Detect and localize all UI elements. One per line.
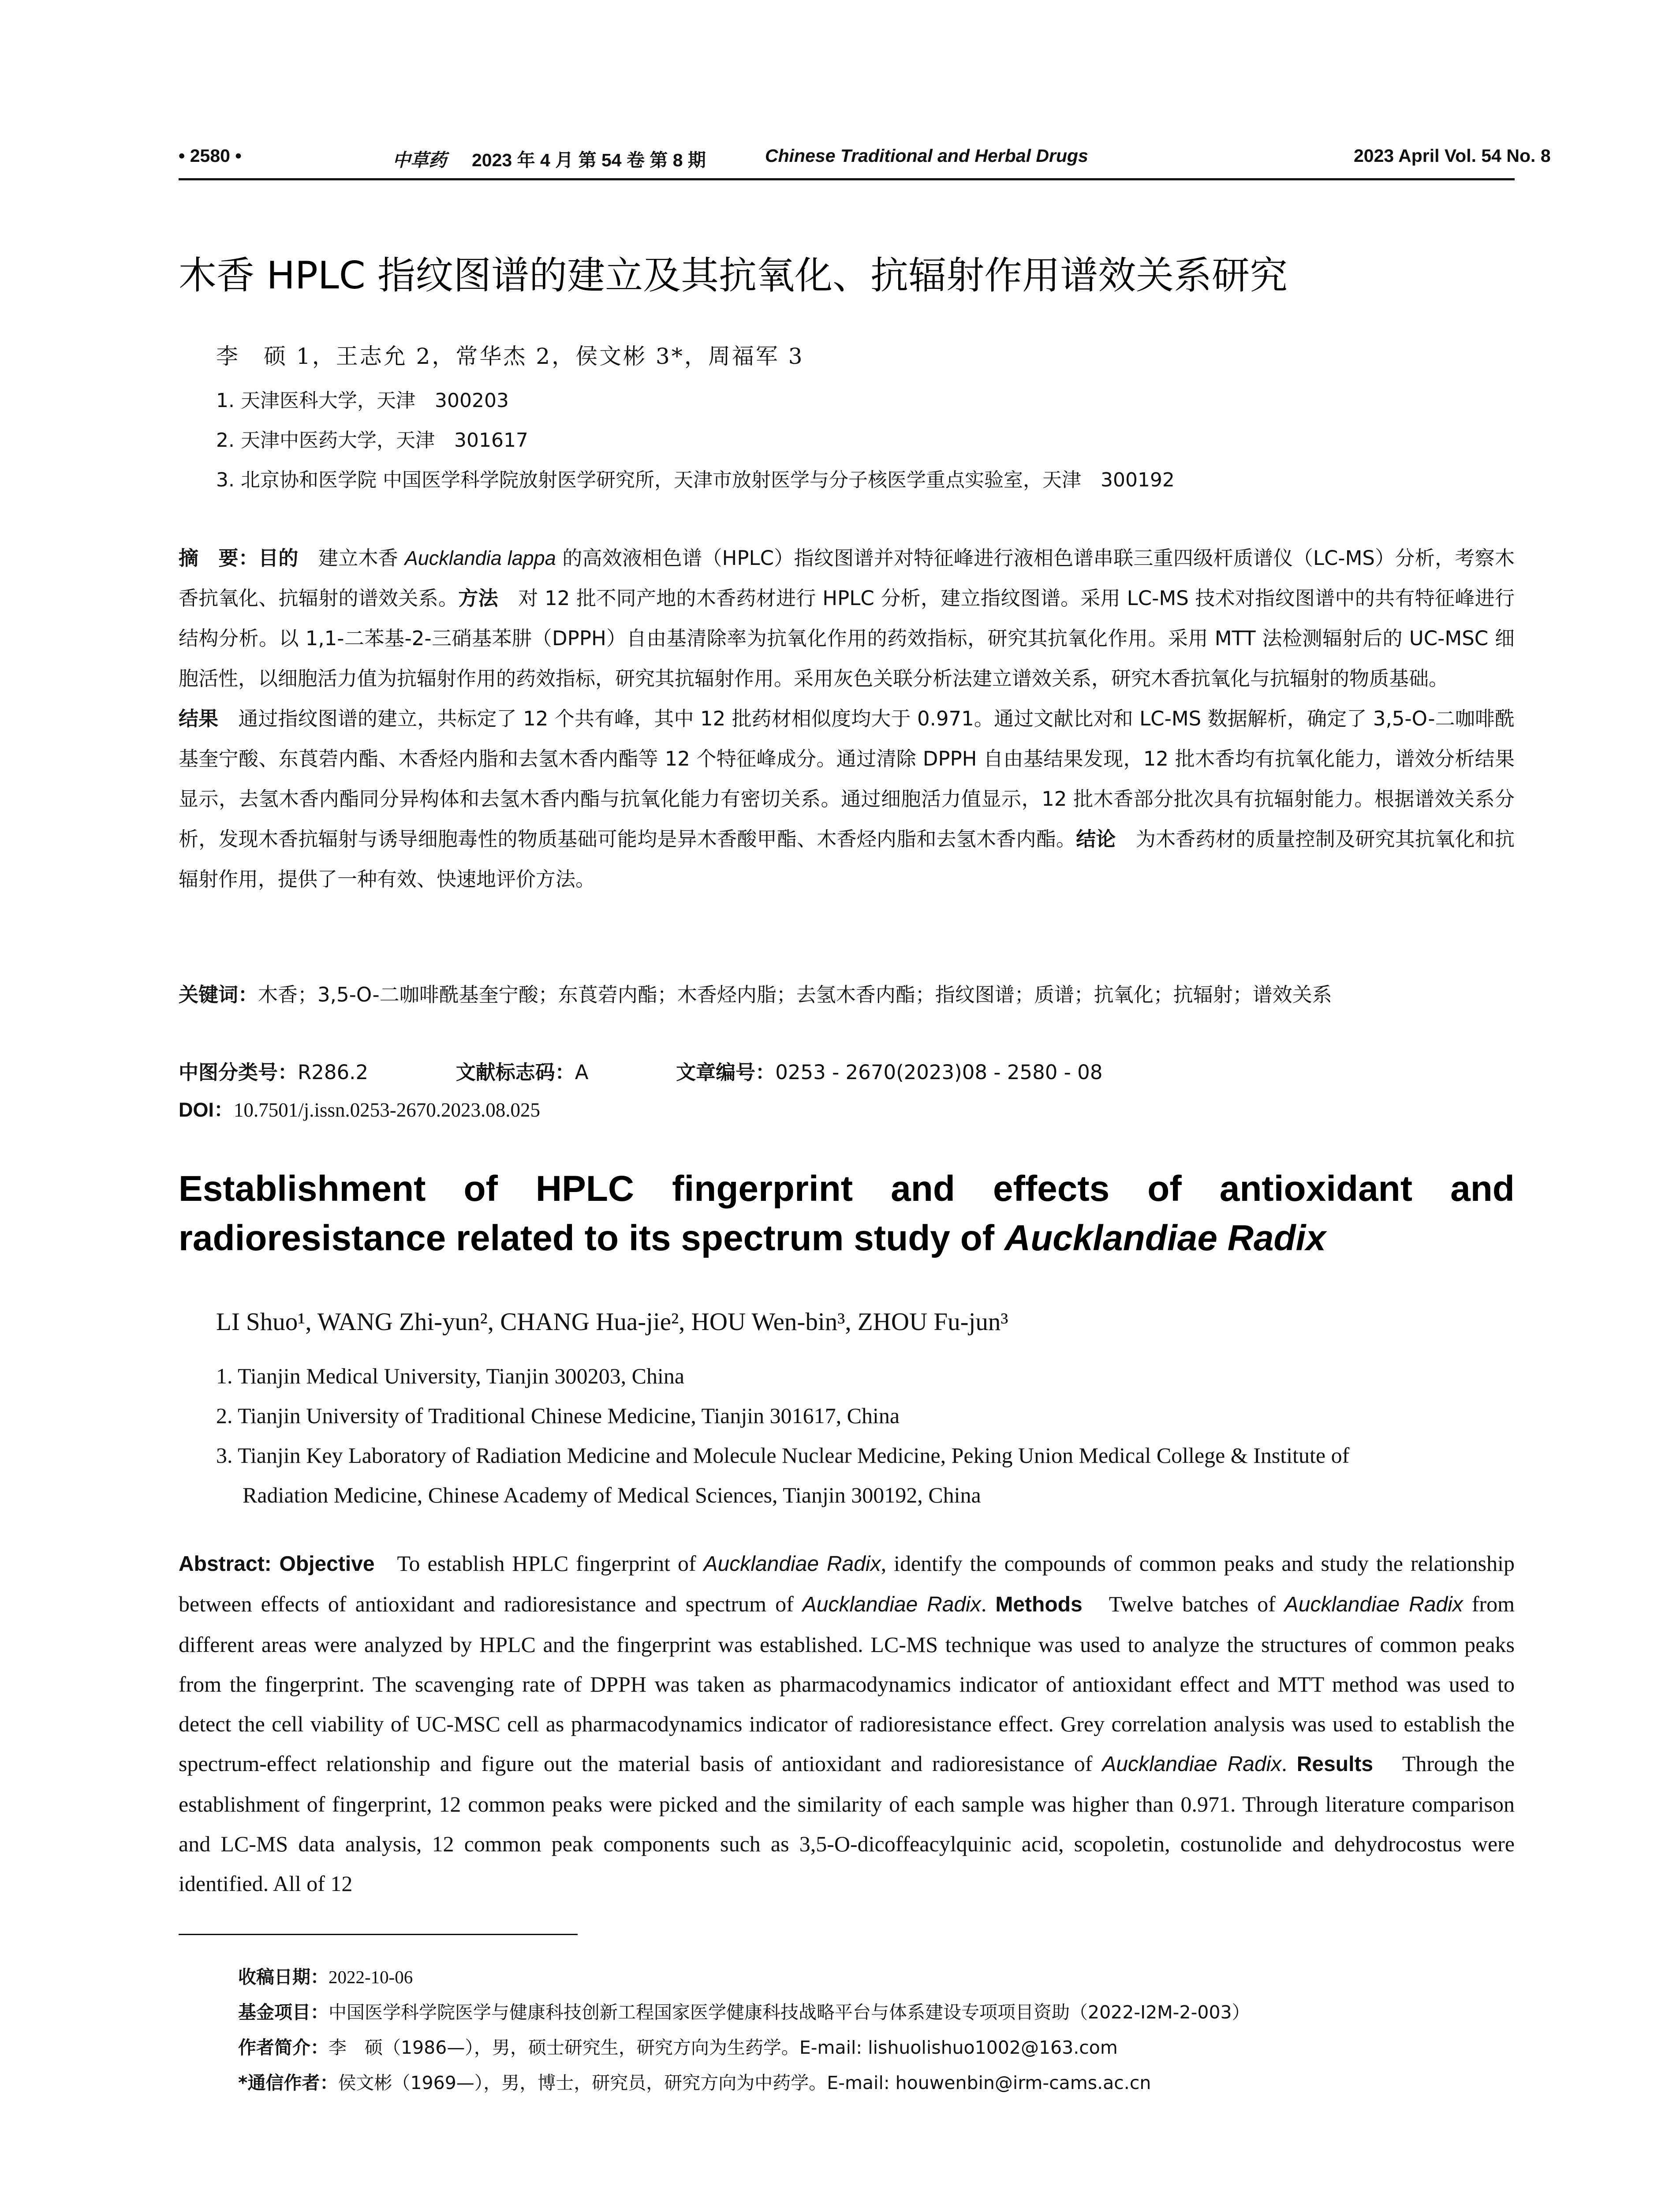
- footnote-fund: [238, 1998, 1250, 2024]
- doi-value: 10.7501/j.issn.0253-2670.2023.08.025: [234, 1099, 541, 1121]
- cn-conclusion-label: 结论: [1076, 827, 1116, 851]
- cn-species: Aucklandia lappa: [404, 547, 556, 569]
- en-affiliation-2: 2. Tianjin University of Traditional Chinese Medicine, Tianjin 301617, China: [216, 1403, 900, 1428]
- en-abstract-label: Abstract: Objective: [179, 1552, 375, 1576]
- en-results-label: Results: [1296, 1753, 1374, 1776]
- article-no-label: 文章编号：: [676, 1061, 776, 1084]
- en-species: Aucklandiae Radix: [802, 1593, 981, 1616]
- cn-objective-text: 建立木香: [318, 546, 405, 570]
- en-species: Aucklandiae Radix: [1102, 1753, 1282, 1776]
- en-methods-text: Twelve batches of: [1109, 1592, 1284, 1616]
- author-label: 作者简介：: [238, 2037, 329, 2058]
- en-affiliation-3: 3. Tianjin Key Laboratory of Radiation Medicine and Molecule Nuclear Medicine, Peking Union Medical College & Institute of: [216, 1443, 1350, 1468]
- cn-methods-label: 方法: [458, 587, 498, 610]
- en-title-line-2-text: radioresistance related to its spectrum study of: [179, 1218, 1004, 1258]
- en-title-word: Establishment: [179, 1169, 426, 1209]
- cn-abstract-label: 摘 要：: [179, 546, 259, 570]
- en-period: .: [981, 1592, 987, 1616]
- doi-label: DOI：: [179, 1099, 234, 1121]
- cn-objective-label: 目的: [258, 546, 299, 570]
- cn-results-text: 通过指纹图谱的建立，共标定了 12 个共有峰，其中 12 批药材相似度均大于 0.971。通过文献比对和 LC-MS 数据解析，确定了 3,5-O-二咖啡酰基奎宁酸、东莨菪内酯、木香烃内脂和去氢木香内酯等 12 个特征峰成分。通过清除 DPPH 自由基结果发现，12 批木香均有抗氧化能力，谱效分析结果显示，去氢木香内酯同分异构体和去氢木香内酯与抗氧化能力有密切关系。通过细胞活力值显示，12 批木香部分批次具有抗辐射能力。根据谱效关系分析，发现木香抗辐射与诱导细胞毒性的物质基础可能均是异木香酸甲酯、木香烃内脂和去氢木香内酯。: [179, 707, 1515, 851]
- cn-keywords: [179, 977, 1515, 1013]
- received-value: 2022-10-06: [329, 1967, 413, 1987]
- cn-affiliation-2: 2. 天津中医药大学，天津 301617: [216, 429, 528, 452]
- en-methods-label: Methods: [995, 1593, 1083, 1616]
- en-title-word: HPLC: [535, 1169, 635, 1209]
- cn-authors: 李 硕 1，王志允 2，常华杰 2，侯文彬 3*，周福军 3: [216, 344, 804, 369]
- issue-cn: 2023 年 4 月 第 54 卷 第 8 期: [472, 150, 706, 170]
- footnote-corresponding: [238, 2068, 1151, 2094]
- clc-label: 中图分类号：: [179, 1061, 298, 1084]
- cn-conclusion-text: 为木香药材的质量控制及研究其抗氧化和抗辐射作用，提供了一种有效、快速地评价方法。: [179, 827, 1515, 891]
- en-species: Aucklandiae Radix: [703, 1552, 881, 1576]
- fund-label: 基金项目：: [238, 2002, 329, 2023]
- en-methods-text-2: from different areas were analyzed by HPLC and the fingerprint was established. LC-MS technique was used to analyze the structures of common peaks from the fingerprint. The scavenging rate of DPPH was taken as pharmacodynamics indicator of antioxidant effect and MTT method was used to detect the cell viability of UC-MSC cell as pharmacodynamics indicator of radioresistance effect. Grey correlation analysis was used to establish the spectrum-effect relationship and figure out the material basis of antioxidant and radioresistance of: [179, 1592, 1515, 1776]
- footnote-received: [238, 1962, 413, 1988]
- author-value: 李 硕（1986—），男，硕士研究生，研究方向为生药学。E-mail: lishuolishuo1002@163.com: [329, 2037, 1118, 2058]
- article-no-value: 0253 - 2670(2023)08 - 2580 - 08: [775, 1061, 1103, 1084]
- journal-name-en: Chinese Traditional and Herbal Drugs: [765, 146, 1088, 166]
- cn-affiliation-1: 1. 天津医科大学，天津 300203: [216, 389, 509, 412]
- en-title-line-2: [179, 1214, 1515, 1263]
- page-number: • 2580 •: [179, 146, 242, 166]
- doi-line: [179, 1094, 540, 1122]
- cn-keywords-text: 木香；3,5-O-二咖啡酰基奎宁酸；东莨菪内酯；木香烃内脂；去氢木香内酯；指纹图谱；质谱；抗氧化；抗辐射；谱效关系: [258, 983, 1332, 1006]
- doc-code-value: A: [575, 1061, 589, 1084]
- running-header: [179, 146, 1551, 176]
- en-objective-text: To establish HPLC fingerprint of: [397, 1551, 704, 1576]
- en-authors: LI Shuo¹, WANG Zhi-yun², CHANG Hua-jie², HOU Wen-bin³, ZHOU Fu-jun³: [216, 1308, 1008, 1336]
- en-title-word: fingerprint: [672, 1169, 853, 1209]
- cn-affiliation-3: 3. 北京协和医学院 中国医学科学院放射医学研究所，天津市放射医学与分子核医学重点实验室，天津 300192: [216, 469, 1175, 491]
- footnote-rule: [179, 1934, 578, 1935]
- en-title-line-1: [179, 1164, 1515, 1214]
- doc-code-label: 文献标志码：: [455, 1061, 575, 1084]
- footnote-author: [238, 2033, 1118, 2059]
- en-period: .: [1281, 1751, 1287, 1776]
- fund-value: 中国医学科学院医学与健康科技创新工程国家医学健康科技战略平台与体系建设专项项目资助（2022-I2M-2-003）: [329, 2002, 1250, 2023]
- journal-name-cn: 中草药: [392, 149, 447, 171]
- issue-en: 2023 April Vol. 54 No. 8: [1354, 146, 1551, 166]
- en-affiliation-1: 1. Tianjin Medical University, Tianjin 300203, China: [216, 1364, 685, 1388]
- en-title-word: of: [1147, 1169, 1182, 1209]
- en-title: [179, 1164, 1515, 1263]
- en-title-word: effects: [993, 1169, 1110, 1209]
- en-title-word: and: [891, 1169, 955, 1209]
- header-rule: [179, 178, 1515, 180]
- corr-label: *通信作者：: [238, 2072, 338, 2093]
- en-species: Aucklandiae Radix: [1284, 1593, 1463, 1616]
- cn-methods-text: 对 12 批不同产地的木香药材进行 HPLC 分析，建立指纹图谱。采用 LC-MS 技术对指纹图谱中的共有特征峰进行结构分析。以 1,1-二苯基-2-三硝基苯肼（DPPH）自由基清除率为抗氧化作用的药效指标，研究其抗氧化作用。采用 MTT 法检测辐射后的 UC-MSC 细胞活性，以细胞活力值为抗辐射作用的药效指标，研究其抗辐射作用。采用灰色关联分析法建立谱效关系，研究木香抗氧化与抗辐射的物质基础。: [179, 587, 1515, 690]
- cn-objective-text-2: 的高效液相色谱（HPLC）指纹图谱并对特征峰进行液相色谱串联三重四级杆质谱仪（LC-MS）分析，考察木香抗氧化、抗辐射的谱效关系。: [179, 546, 1515, 610]
- en-title-species: Aucklandiae Radix: [1004, 1218, 1326, 1258]
- en-title-word: antioxidant: [1219, 1169, 1413, 1209]
- en-title-word: of: [463, 1169, 498, 1209]
- cn-results-label: 结果: [179, 707, 219, 730]
- cn-title: 木香 HPLC 指纹图谱的建立及其抗氧化、抗辐射作用谱效关系研究: [179, 254, 1288, 298]
- en-affiliation-3-cont: Radiation Medicine, Chinese Academy of Medical Sciences, Tianjin 300192, China: [243, 1483, 981, 1507]
- cn-abstract: [179, 538, 1515, 899]
- received-label: 收稿日期：: [238, 1966, 329, 1988]
- corr-value: 侯文彬（1969—），男，博士，研究员，研究方向为中药学。E-mail: houwenbin@irm-cams.ac.cn: [338, 2072, 1151, 2093]
- cn-classification-line: [179, 1056, 1102, 1085]
- en-results-text: Through the establishment of fingerprint, 12 common peaks were picked and the similarity of each sample was higher than 0.971. Through literature comparison and LC-MS data analysis, 12 common peak components such as 3,5-O-dicoffeacylquinic acid, scopoletin, costunolide and dehydrocostus were identified. All of 12: [179, 1751, 1515, 1896]
- en-title-word: and: [1450, 1169, 1515, 1209]
- cn-keywords-label: 关键词：: [179, 983, 258, 1006]
- clc-value: R286.2: [298, 1061, 369, 1084]
- en-objective-text-2: , identify the compounds of common peaks and study the relationship between effects of antioxidant and radioresistance and spectrum of: [179, 1551, 1515, 1616]
- en-abstract: [179, 1544, 1515, 1903]
